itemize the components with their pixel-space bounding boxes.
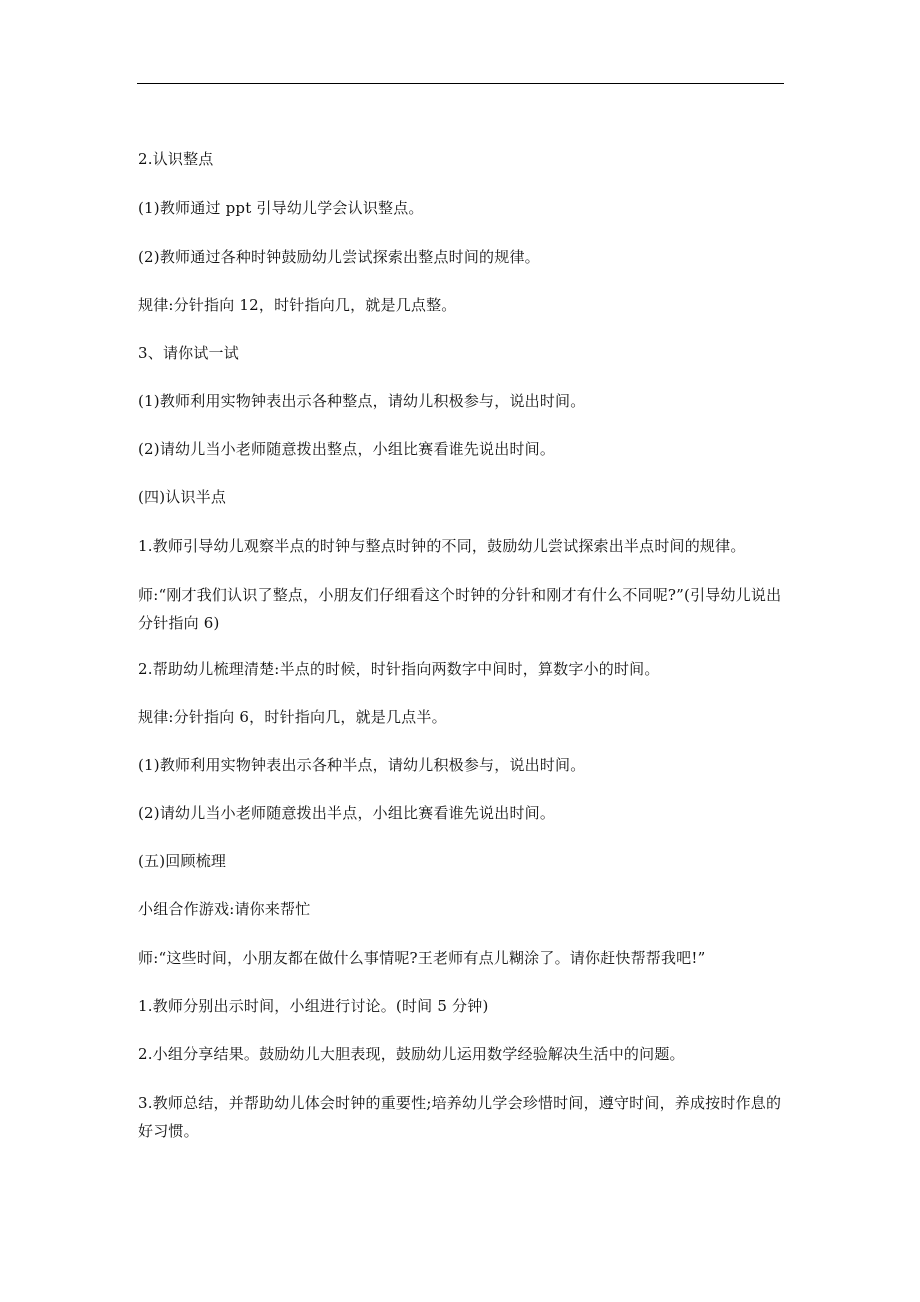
paragraph: (2)教师通过各种时钟鼓励幼儿尝试探索出整点时间的规律。 xyxy=(138,248,540,266)
paragraph: (五)回顾梳理 xyxy=(138,852,227,870)
paragraph: 1.教师引导幼儿观察半点的时钟与整点时钟的不同，鼓励幼儿尝试探索出半点时间的规律。 xyxy=(138,537,746,555)
paragraph: 小组合作游戏:请你来帮忙 xyxy=(138,900,311,918)
paragraph: 1.教师分别出示时间，小组进行讨论。(时间 5 分钟) xyxy=(138,997,489,1015)
paragraph: 2.认识整点 xyxy=(138,150,214,168)
paragraph: 2.小组分享结果。鼓励幼儿大胆表现，鼓励幼儿运用数学经验解决生活中的问题。 xyxy=(138,1045,685,1063)
paragraph: (2)请幼儿当小老师随意拨出整点，小组比赛看谁先说出时间。 xyxy=(138,440,556,458)
paragraph: 3.教师总结，并帮助幼儿体会时钟的重要性;培养幼儿学会珍惜时间，遵守时间，养成按时作息的好习惯。 xyxy=(138,1094,782,1140)
paragraph: (1)教师利用实物钟表出示各种半点，请幼儿积极参与，说出时间。 xyxy=(138,756,586,774)
paragraph: 3、请你试一试 xyxy=(138,344,239,362)
header-rule xyxy=(137,83,784,84)
paragraph: 2.帮助幼儿梳理清楚:半点的时候，时针指向两数字中间时，算数字小的时间。 xyxy=(138,660,660,678)
paragraph: (1)教师通过 ppt 引导幼儿学会认识整点。 xyxy=(138,199,424,217)
paragraph: (四)认识半点 xyxy=(138,488,227,506)
paragraph: (2)请幼儿当小老师随意拨出半点，小组比赛看谁先说出时间。 xyxy=(138,804,556,822)
paragraph: 师:“这些时间，小朋友都在做什么事情呢?王老师有点儿糊涂了。请你赶快帮帮我吧!” xyxy=(138,949,706,967)
paragraph: 规律:分针指向 12，时针指向几，就是几点整。 xyxy=(138,296,457,314)
paragraph: (1)教师利用实物钟表出示各种整点，请幼儿积极参与，说出时间。 xyxy=(138,392,586,410)
paragraph: 规律:分针指向 6，时针指向几，就是几点半。 xyxy=(138,708,447,726)
paragraph: 师:“刚才我们认识了整点，小朋友们仔细看这个时钟的分针和刚才有什么不同呢?”(引导幼儿说出分针指向 6) xyxy=(138,586,782,632)
